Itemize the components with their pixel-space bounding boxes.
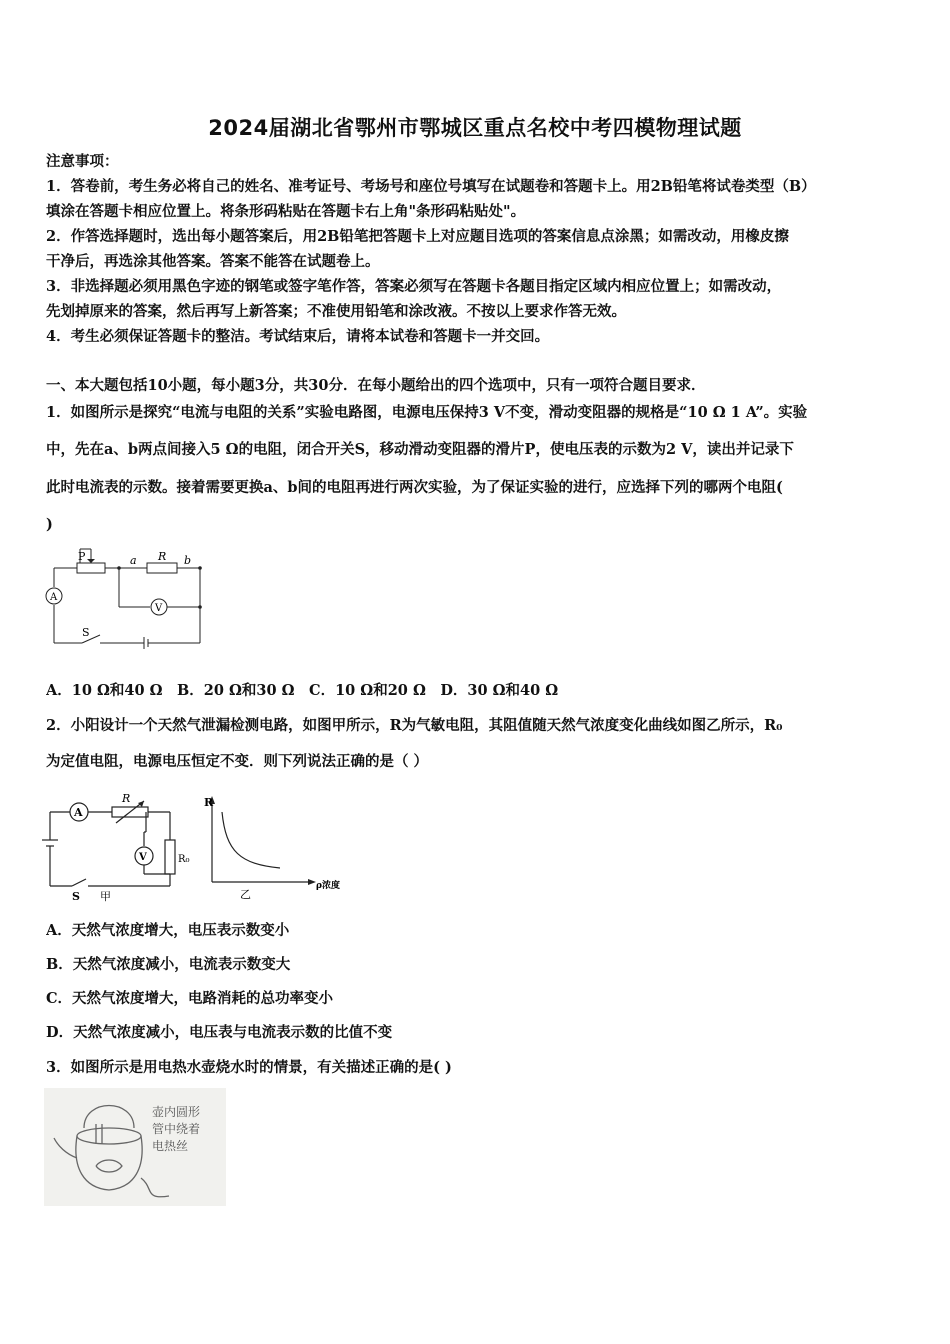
notice-heading: 注意事项： (46, 153, 119, 170)
switch-label: S (82, 626, 90, 639)
notice-line: 3．非选择题必须用黑色字迹的钢笔或签字笔作答，答案必须写在答题卡各题目指定区域内相应位置上；如需改动， (46, 278, 782, 295)
figure-yi-label: 乙 (240, 888, 251, 901)
variable-arrow-icon (138, 801, 144, 807)
point-a-dot (117, 566, 121, 570)
voltmeter-label: V (155, 603, 163, 614)
kettle-caption-line: 管中绕着 (152, 1122, 201, 1136)
question-2-text: 为定值电阻，电源电压恒定不变．则下列说法正确的是（ ） (46, 753, 429, 770)
resistor-label: R (158, 550, 167, 563)
voltmeter-label: V (139, 852, 147, 863)
slider-label: P (78, 550, 86, 563)
question-2-option-c: C．天然气浓度增大，电路消耗的总功率变小 (46, 990, 334, 1007)
question-2-option-a: A．天然气浓度增大，电压表示数变小 (46, 922, 290, 939)
notice-line: 先划掉原来的答案，然后再写上新答案；不准使用铅笔和涂改液。不按以上要求作答无效。 (46, 303, 626, 320)
slider-arrow-icon (87, 559, 95, 563)
fixed-resistor-label: R₀ (178, 854, 190, 865)
junction-dot (198, 566, 202, 570)
question-2-circuit-diagram-jia (42, 790, 192, 902)
point-a-label: a (130, 554, 137, 567)
question-1-circuit-diagram (42, 545, 212, 660)
point-b-label: b (184, 554, 192, 567)
kettle-caption-line: 壶内圆形 (152, 1105, 201, 1119)
question-2-option-d: D．天然气浓度减小，电压表与电流表示数的比值不变 (46, 1024, 393, 1041)
question-1-text: 1．如图所示是探究“电流与电阻的关系”实验电路图，电源电压保持3 V不变，滑动变阻器的规格是“10 Ω 1 A”。实验 (46, 404, 808, 421)
question-3-text: 3．如图所示是用电热水壶烧水时的情景，有关描述正确的是( ) (46, 1059, 452, 1076)
question-1-text: 此时电流表的示数。接着需要更换a、b间的电阻再进行两次实验，为了保证实验的进行，应选择下列的哪两个电阻( (46, 479, 783, 496)
question-1-text: 中，先在a、b两点间接入5 Ω的电阻，闭合开关S，移动滑动变阻器的滑片P，使电压表的示数为2 V，读出并记录下 (46, 441, 794, 458)
figure-jia-label: 甲 (100, 890, 111, 902)
question-1-text: ) (46, 516, 53, 533)
notice-line: 干净后，再选涂其他答案。答案不能答在试题卷上。 (46, 253, 380, 270)
notice-line: 2．作答选择题时，选出每小题答案后，用2B铅笔把答题卡上对应题目选项的答案信息点涂黑；如需改动，用橡皮擦 (46, 228, 789, 245)
x-axis-label: ρ浓度 (316, 881, 340, 891)
notice-line: 填涂在答题卡相应位置上。将条形码粘贴在答题卡右上角"条形码粘贴处"。 (46, 203, 526, 220)
x-axis-arrow-icon (308, 879, 316, 885)
question-2-graph-yi (200, 792, 350, 902)
junction-dot (198, 605, 202, 609)
notice-line: 4．考生必须保证答题卡的整洁。考试结束后，请将本试卷和答题卡一并交回。 (46, 328, 550, 345)
question-3-kettle-figure (44, 1088, 226, 1206)
question-1-options: A．10 Ω和40 Ω B．20 Ω和30 Ω C．10 Ω和20 Ω D．30 Ω和40 Ω (46, 682, 559, 699)
section-heading: 一、本大题包括10小题，每小题3分，共30分．在每小题给出的四个选项中，只有一项符合题目要求． (46, 377, 706, 394)
switch-label: S (72, 890, 80, 902)
question-2-text: 2．小阳设计一个天然气泄漏检测电路，如图甲所示，R为气敏电阻，其阻值随天然气浓度变化曲线如图乙所示，R₀ (46, 717, 783, 734)
y-axis-label: R (204, 796, 214, 809)
ammeter-label: A (74, 806, 83, 819)
ammeter-label: A (50, 592, 58, 603)
question-2-option-b: B．天然气浓度减小，电流表示数变大 (46, 956, 291, 973)
notice-line: 1．答卷前，考生务必将自己的姓名、准考证号、考场号和座位号填写在试题卷和答题卡上。用2B铅笔将试卷类型（B） (46, 178, 816, 195)
kettle-caption-line: 电热丝 (152, 1139, 189, 1153)
resistance-curve (222, 812, 280, 868)
gas-sensor-label: R (122, 792, 131, 805)
page-title: 2024届湖北省鄂州市鄂城区重点名校中考四模物理试题 (208, 116, 742, 140)
